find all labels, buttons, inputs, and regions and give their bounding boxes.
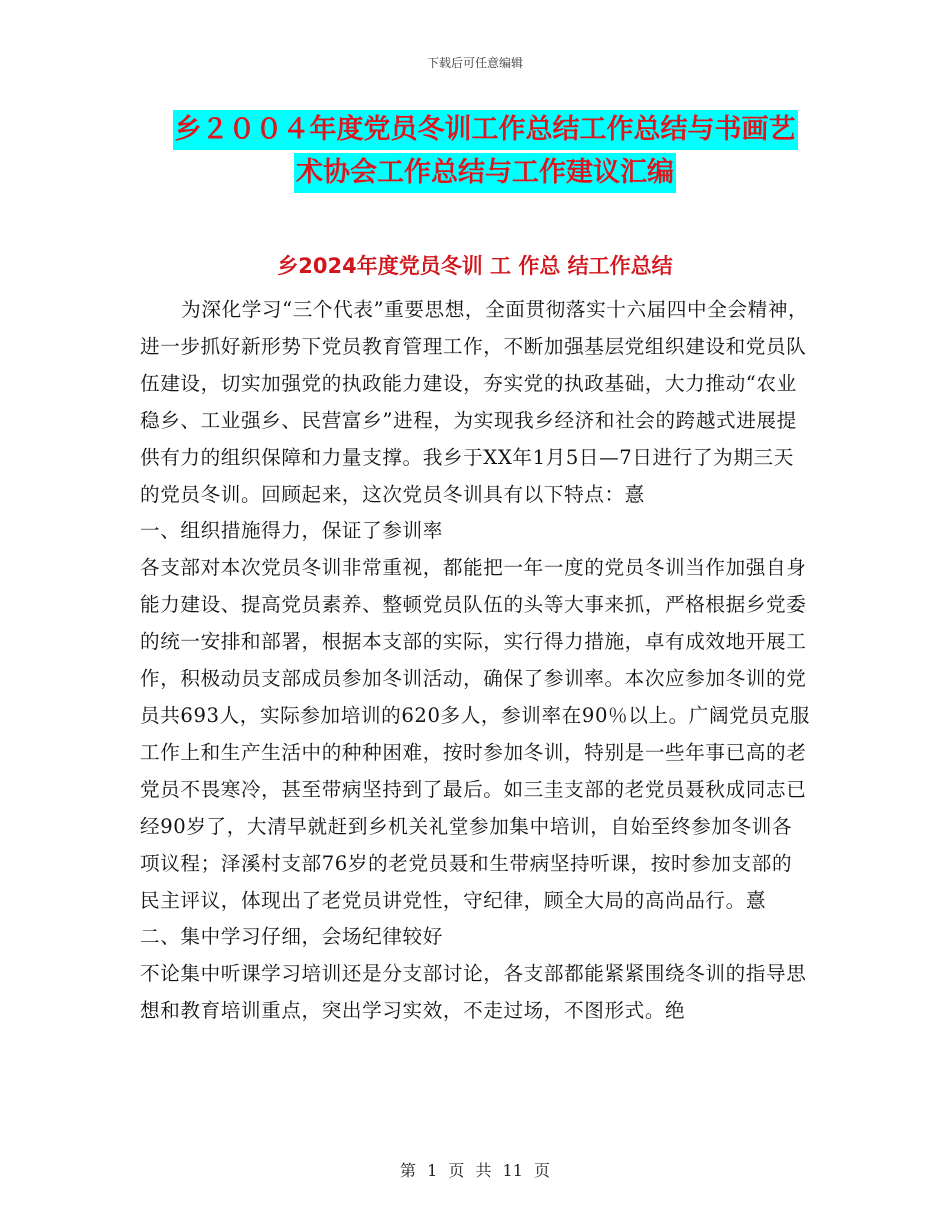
page-header [0,54,950,71]
subheading-1: 一、组织措施得力，保证了参训率 [140,519,443,543]
title-line-1: 乡２００４年度党员冬训工作总结工作总结与书画艺 [173,110,798,150]
document-body [140,292,812,1030]
paragraph-text: 为深化学习“三个代表”重要思想，全面贯彻落实十六届四中全会精神，进一步抓好新形势下党员教育管理工作，不断加强基层党组织建设和党员队伍建设，切实加强党的执政能力建设，夯实党的执政基础，大力推动“农业稳乡、工业强乡、民营富乡”进程，为实现我乡经济和社会的跨越式进展提供有力的组织保障和力量支撑。我乡于XX年1月5日—7日进行了为期三天的党员冬训。回顾起来，这次党员冬训具有以下特点： [140,298,809,506]
header-note: 下载后可任意编辑 [426,56,523,70]
paragraph-intro [140,292,812,513]
paragraph-section-2: 不论集中听课学习培训还是分支部讨论，各支部都能紧紧围绕冬训的指导思想和教育培训重点，突出学习实效，不走过场，不图形式。绝 [140,962,807,1023]
title-line-2: 术协会工作总结与工作建议汇编 [294,153,676,193]
paragraph-mark: ​憙 [624,482,645,506]
document-title [140,110,830,196]
page-footer [0,1158,950,1181]
paragraph-text: 各支部对本次党员冬训非常重视，都能把一年一度的党员冬训当作加强自身能力建设、提高党员素养、整顿党员队伍的头等大事来抓，严格根据乡党委的统一安排和部署，根据本支部的实际，实行得力措施，卓有成效地开展工作，积极动员支部成员参加冬训活动，确保了参训率。本次应参加冬训的党员共693人，实际参加培训的620多人，参训率在90％以上。广阔党员克服工作上和生产生活中的种种困难，按时参加冬训，特别是一些年事已高的老党员不畏寒冷，甚至带病坚持到了最后。如三圭支部的老党员聂秋成同志已经90岁了，大清早就赶到乡机关礼堂参加集中培训，自始至终参加冬训各项议程；泽溪村支部76岁的老党员聂和生带病坚持听课，按时参加支部的民主评议，体现出了老党员讲党性，守纪律，顾全大局的高尚品行。 [140,556,810,912]
paragraph-mark: ​憙 [745,888,767,912]
subheading-2: 二、集中学习仔细，会场纪律较好 [140,925,443,949]
page-number: 第 1 页 共 11 页 [400,1161,550,1180]
paragraph-section-1 [140,550,812,919]
section-heading: 乡2024年度党员冬训 工 作总 结工作总结 [277,254,673,278]
